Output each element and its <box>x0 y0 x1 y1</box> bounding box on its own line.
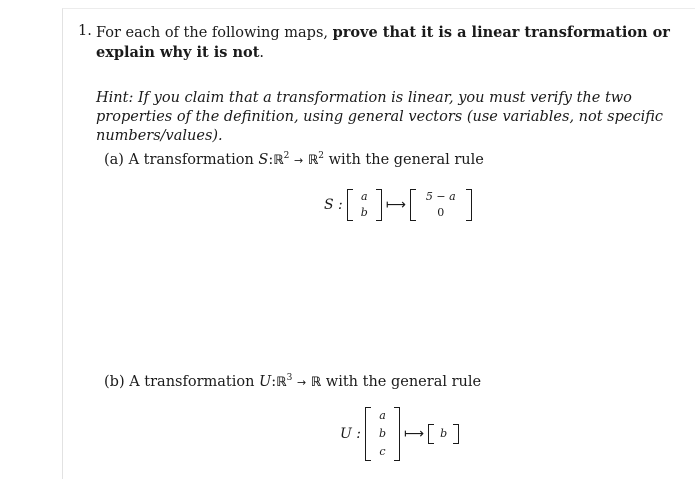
question-text-plain: For each of the following maps, <box>96 25 333 41</box>
part-a-input-vector <box>347 189 382 221</box>
part-b-output-vector <box>428 424 459 444</box>
question-text-end: . <box>259 45 265 61</box>
part-b-input-entry: c <box>379 445 386 458</box>
part-b-label: (b) A transformation <box>104 373 255 390</box>
part-a-mapsto: ⟼ <box>385 197 406 213</box>
part-b-input-vector <box>365 407 400 461</box>
part-b-arrow: → <box>296 375 307 389</box>
part-a-codomain-exp: 2 <box>318 151 324 161</box>
part-a-arrow: → <box>294 153 304 167</box>
part-a-rule-text: with the general rule <box>328 151 484 168</box>
part-b-eq-label: U : <box>340 426 361 442</box>
part-b-input-entry: a <box>379 409 386 422</box>
question-text-bold: prove that it is a linear transformation or explain why it is not <box>96 24 670 61</box>
part-a-domain: ℝ <box>273 152 284 168</box>
question-text <box>96 23 681 63</box>
part-a-label: (a) A transformation <box>104 151 254 168</box>
part-a-statement <box>104 151 484 168</box>
part-b-rule-text: with the general rule <box>325 373 482 390</box>
part-a-eq-label: S : <box>324 197 343 213</box>
part-a-output-vector <box>410 189 472 221</box>
part-a-output-entry: 0 <box>437 206 445 219</box>
part-b-mapsto: ⟼ <box>404 426 425 442</box>
part-a-codomain: ℝ <box>307 152 319 168</box>
part-b-domain: ℝ <box>276 374 287 390</box>
hint-text: Hint: If you claim that a transformation is linear, you must verify the two properties of the definition, using general vectors (use variables, not specific numbers/values). <box>96 90 664 144</box>
part-b-colon: : <box>271 373 277 390</box>
part-a-colon: : <box>268 151 274 168</box>
part-a-equation <box>324 182 472 228</box>
part-a-input-entry: b <box>360 206 368 219</box>
part-b-statement <box>104 373 481 390</box>
question-number: 1. <box>78 23 92 39</box>
part-a-map-symbol: S <box>258 151 269 168</box>
part-b-domain-exp: 3 <box>286 373 293 383</box>
part-b-map-symbol: U <box>259 373 272 390</box>
part-a-domain-exp: 2 <box>283 151 290 161</box>
part-b-input-entry: b <box>378 427 387 440</box>
part-b-codomain: ℝ <box>310 374 322 390</box>
part-b-equation <box>340 403 459 465</box>
part-b-output-entry: b <box>440 427 448 440</box>
part-a-output-entry: 5 − a <box>425 190 456 203</box>
part-a-input-entry: a <box>361 190 368 203</box>
